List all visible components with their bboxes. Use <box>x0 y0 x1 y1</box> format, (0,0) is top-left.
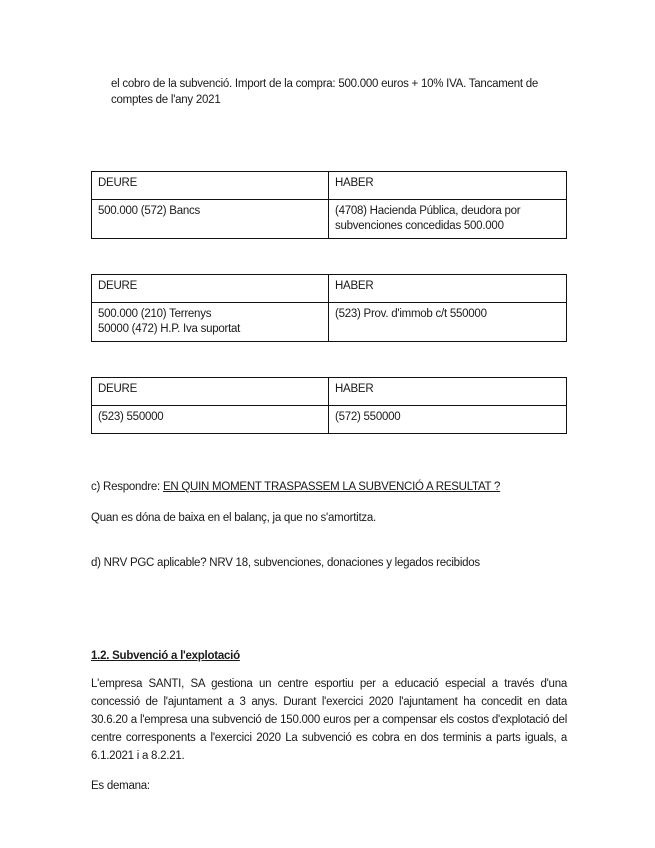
haber-header: HABER <box>329 275 567 303</box>
section-heading: 1.2. Subvenció a l'explotació <box>91 650 240 662</box>
question-c <box>91 479 500 495</box>
journal-entry-table-3 <box>91 377 567 434</box>
deure-line: 500.000 (572) Bancs <box>98 205 201 217</box>
haber-cell <box>329 303 567 342</box>
question-c-answer: Quan es dóna de baixa en el balanç, ja que no s'amortitza. <box>91 512 376 524</box>
deure-header: DEURE <box>92 172 329 200</box>
deure-line: (523) 550000 <box>98 411 164 423</box>
haber-line: subvenciones concedidas 500.000 <box>335 220 504 232</box>
intro-line-1: el cobro de la subvenció. Import de la compra: 500.000 euros + 10% IVA. Tancament de <box>111 78 539 90</box>
intro-line-2: comptes de l'any 2021 <box>111 94 221 106</box>
question-c-prefix: c) Respondre: <box>91 481 163 493</box>
haber-header: HABER <box>329 378 567 406</box>
haber-header: HABER <box>329 172 567 200</box>
deure-cell <box>92 200 329 239</box>
intro-text <box>111 76 567 108</box>
deure-cell <box>92 406 329 434</box>
question-c-underlined: EN QUIN MOMENT TRASPASSEM LA SUBVENCIÓ A RESULTAT ? <box>162 481 501 493</box>
haber-cell <box>329 200 567 239</box>
haber-line: (4708) Hacienda Pública, deudora por <box>335 205 521 217</box>
es-demana: Es demana: <box>91 780 150 792</box>
haber-cell <box>329 406 567 434</box>
deure-line: 500.000 (210) Terrenys <box>98 308 212 320</box>
deure-header: DEURE <box>92 275 329 303</box>
deure-header: DEURE <box>92 378 329 406</box>
journal-entry-table-2 <box>91 274 567 342</box>
deure-cell <box>92 303 329 342</box>
journal-entry-table-1 <box>91 171 567 239</box>
deure-line: 50000 (472) H.P. Iva suportat <box>98 323 241 335</box>
haber-line: (572) 550000 <box>335 411 401 423</box>
question-d: d) NRV PGC aplicable? NRV 18, subvenciones, donaciones y legados recibidos <box>91 557 480 569</box>
haber-line: (523) Prov. d'immob c/t 550000 <box>335 308 487 320</box>
section-paragraph: L'empresa SANTI, SA gestiona un centre esportiu per a educació especial a través d'una concessió de l'ajuntament a 3 anys. Durant l'exercici 2020 l'ajuntament ha concedit en data 30.6.20 a l'empresa una subvenció de 150.000 euros per a compensar els costos d'explotació del centre corresponents a l'exercici 2020 La subvenció es cobra en dos terminis a parts iguals, a 6.1.2021 i a 8.2.21. <box>91 678 567 762</box>
